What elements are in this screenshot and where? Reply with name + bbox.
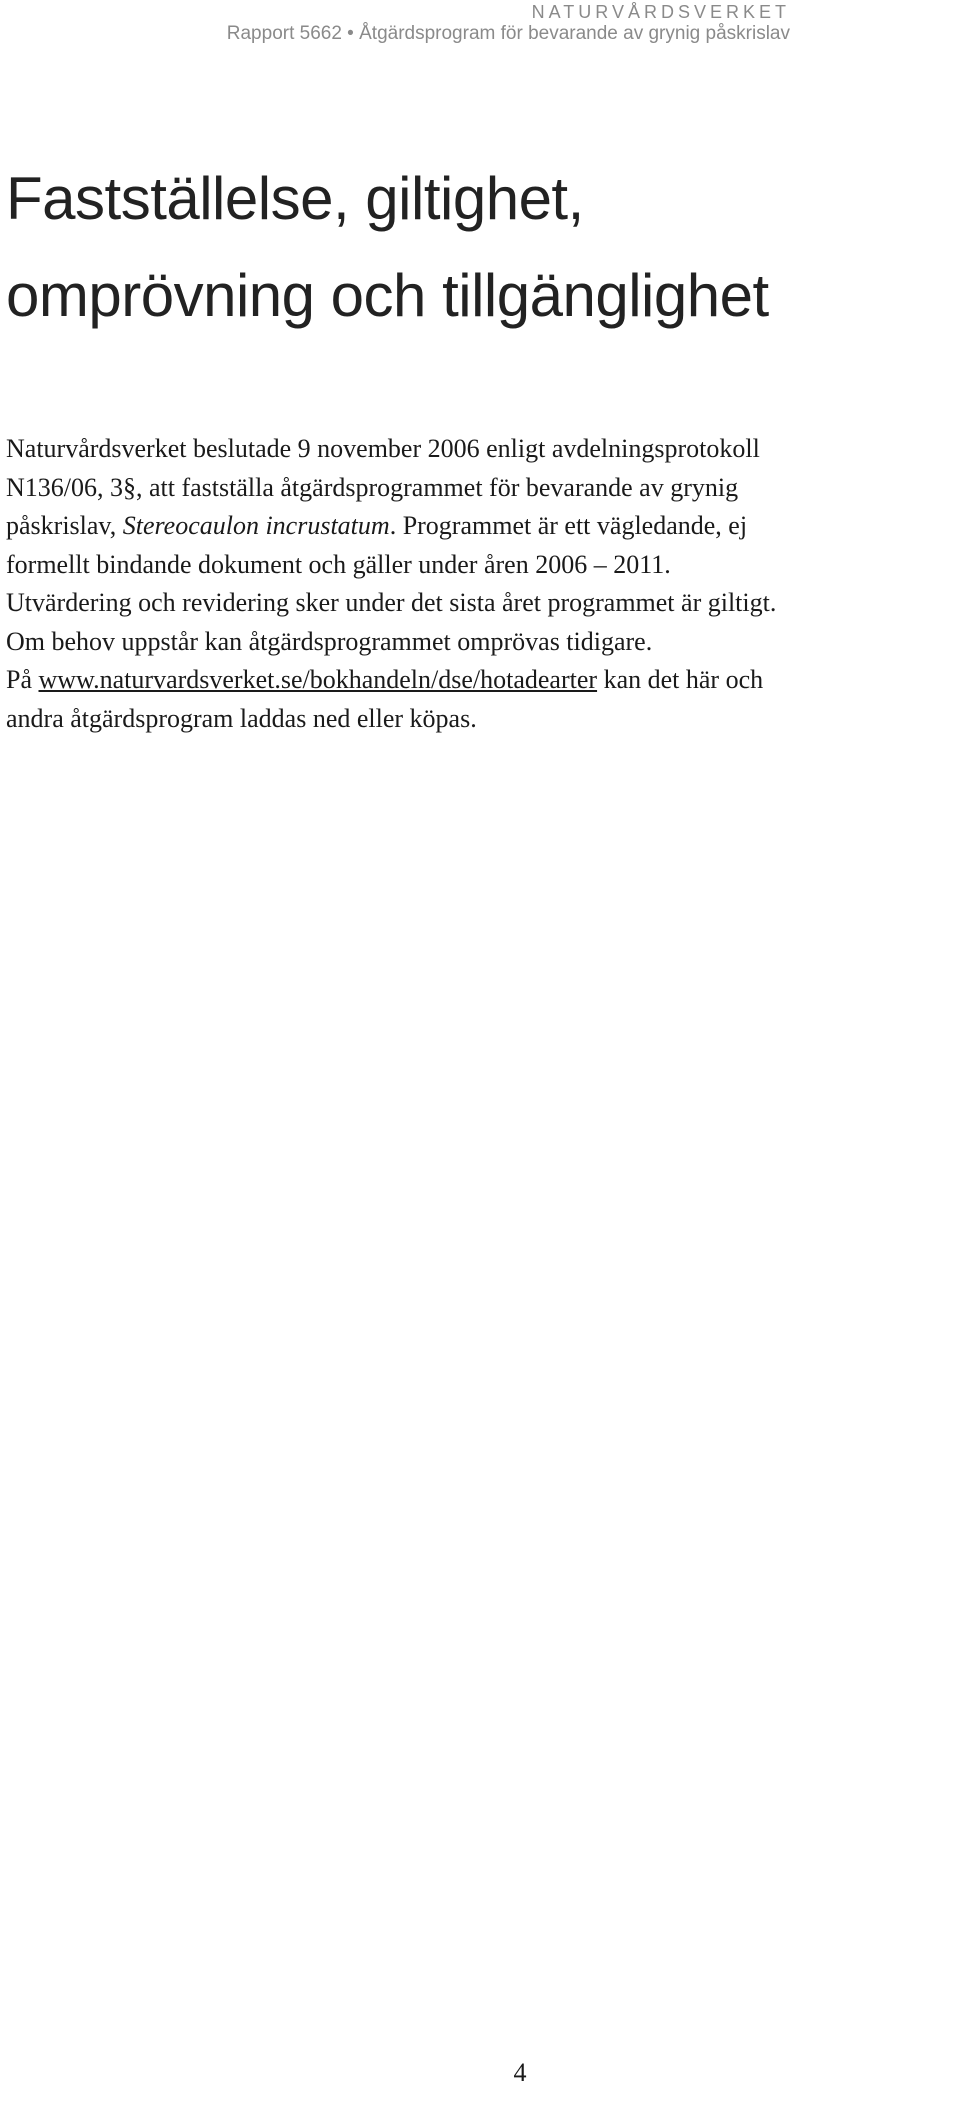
body-line: N136/06, 3§, att fastställa åtgärdsprogrammet för bevarande av grynig (6, 472, 739, 502)
body-line (6, 661, 960, 700)
page-title-line-1: Fastställelse, giltighet, (6, 165, 584, 232)
page-title (6, 150, 946, 344)
report-title-line: Rapport 5662 • Åtgärdsprogram för bevarande av grynig påskrislav (226, 22, 790, 44)
body-text-fragment: kan det här och (597, 665, 764, 694)
page-number: 4 (513, 2058, 527, 2087)
body-line: Utvärdering och revidering sker under det sista året programmet är giltigt. (6, 588, 777, 617)
body-text-fragment: påskrislav, (6, 511, 123, 540)
body-line (6, 507, 960, 546)
page-title-line-2: omprövning och tillgänglighet (6, 262, 769, 329)
publisher-name: NATURVÅRDSVERKET (531, 2, 790, 22)
body-paragraph (6, 430, 960, 738)
body-line: Naturvårdsverket beslutade 9 november 2006 enligt avdelningsprotokoll (6, 434, 760, 463)
body-line: formellt bindande dokument och gäller under åren 2006 – 2011. (6, 549, 671, 579)
species-name: Stereocaulon incrustatum (122, 511, 390, 540)
body-text-fragment: På (6, 665, 39, 694)
body-text-fragment: . Programmet är ett vägledande, ej (389, 511, 748, 540)
running-header (227, 0, 790, 45)
body-line: Om behov uppstår kan åtgärdsprogrammet omprövas tidigare. (6, 626, 653, 656)
naturvardsverket-link[interactable]: www.naturvardsverket.se/bokhandeln/dse/hotadearter (38, 665, 598, 694)
body-line: andra åtgärdsprogram laddas ned eller köpas. (6, 703, 477, 733)
